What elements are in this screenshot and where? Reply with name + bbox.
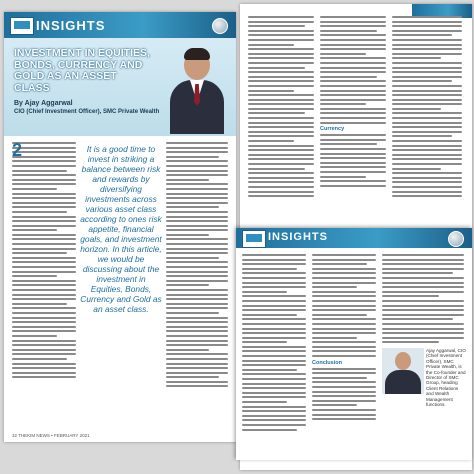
right-article-body [248, 16, 464, 226]
column-1 [12, 142, 76, 381]
left-page [4, 12, 236, 442]
front-column-1 [242, 254, 306, 433]
front-column-2 [312, 254, 376, 423]
front-column-3 [382, 254, 464, 346]
author-bio: Ajay Aggarwal, CIO (Chief Investment Officer), SMC Private Wealth, is the Co-founder and Director of SMC Group, heading Client Relations and Wealth Management functions. [426, 348, 466, 408]
right-column-1 [248, 16, 314, 200]
globe-icon [448, 231, 464, 247]
page-footer: 32 THEKIM NEWS • FEBRUARY 2021 [12, 433, 90, 438]
section-label: INSIGHTS [36, 18, 106, 33]
insights-logo-icon [242, 230, 266, 248]
front-section-label: INSIGHTS [268, 231, 328, 243]
front-page [236, 228, 472, 460]
insights-logo-icon [10, 17, 34, 35]
subhead-conclusion: Conclusion [312, 359, 342, 366]
author-portrait [166, 44, 228, 134]
hero-banner [4, 38, 236, 136]
author-role: CIO (Chief Investment Officer), SMC Private Wealth [14, 109, 160, 115]
column-3 [166, 142, 228, 390]
author-thumbnail [382, 348, 424, 394]
article-title: INVESTMENT IN EQUITIES, BONDS, CURRENCY AND GOLD AS AN ASSET CLASS [14, 47, 150, 94]
dropcap: 2 [12, 140, 23, 160]
right-column-2 [320, 16, 386, 189]
header-band [4, 12, 236, 38]
article-body [12, 142, 228, 427]
pull-quote: It is a good time to invest in striking a balance between risk and rewards by diversifying investments across various asset class according to ones risk appetite, financial goals, and investment horizon. In this article, we would be discussing about the investment in Equities, Bonds, Currency and Gold as an asset class. [80, 144, 162, 314]
author-name: By Ajay Aggarwal [14, 100, 73, 107]
globe-icon [212, 18, 228, 34]
subhead-currency: Currency [320, 126, 345, 133]
front-header-band [236, 228, 472, 248]
right-column-3 [392, 16, 462, 200]
